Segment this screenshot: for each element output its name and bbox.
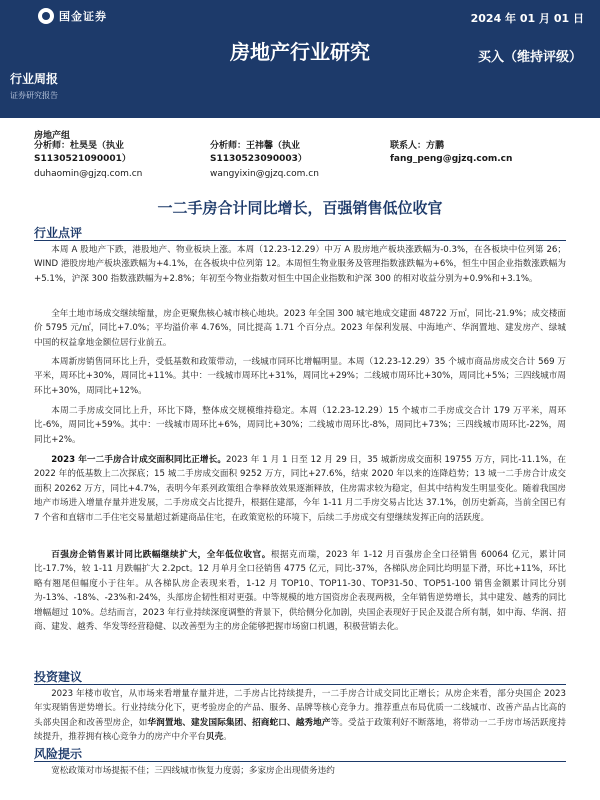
section-title-invest: 投资建议 <box>34 670 83 684</box>
paragraph-land: 全年土地市场成交继续缩量，房企更聚焦核心城市核心地块。2023 年全国 300 城宅地成交建面 48722 万㎡，同比-21.9%；成交楼面价 5795 元/㎡，同比+7.0%；平均溢价率 4.76%，同比提高 1.71 个百分点。2023 年保利发展、中海地产、华润置地、建发房产、绿城中国的权益拿地金额位居行业前五。 <box>34 309 566 348</box>
paragraph-body: 根据克而瑞，2023 年 1-12 月百强房企全口径销售 60064 亿元，累计同比-17.7%，较 1-11 月跌幅扩大 2.2pct。12 月单月全口径销售 4775 亿元，同比-37%，各梯队房企同比均明显下滑，环比+11%，环比略有翘尾但幅度小于往年。从各梯队房企表现来看，1-12 月 TOP10、TOP11-30、TOP31-50、TOP51-100 销售金额累计同比分别为-13%、-18%、-23%和-24%，头部房企韧性相对更强。中等规模的地方国资房企表现两极，全年销售逆势增长，其中建发、越秀的同比增幅超过 10%。总结而言，2023 年行业持续深度调整的背景下，供给侧分化加剧，央国企表现好于民企及混合所有制，如中海、华润、招商、建发、越秀、华发等经营稳健、以改善型为主的房企能够把握市场窗口机遇，积极营销去化。 <box>34 550 566 633</box>
paragraph-body: 2023 年 1 月 1 日至 12 月 29 日，35 城新房成交面积 19755 万方，同比-11.1%，在 2022 年的低基数上二次探底；15 城二手房成交面积 9252 万方，同比+27.6%，结束 2020 年以来的连降趋势；13 城一二手房合计成交面积 20262 万方，同比+4.7%，表明今年系列政策组合拳释放效果逐渐释放，住房需求较为稳定，但其中结构发生明显变化。随着我国房地产市场进入增量存量并进发展，二手房成交占比提升，根据住建部，今年 1-11 月二手房交易占比达 37.1%，创历史新高，当前全国已有 7 个省和直辖市二手住宅交易量超过新建商品住宅，在政策宽松的环境下，后续二手房成交有望继续发挥正向的活跃度。 <box>34 455 566 523</box>
logo-text: 国金证券 <box>59 10 107 23</box>
paragraph-second-hand: 本周二手房成交同比上升，环比下降，整体成交规模维持稳定。本周（12.23-12.29）15 个城市二手房成交合计 179 万平米，周环比-6%，周同比+59%。其中：一线城市周环比+6%，周同比+30%；二线城市周环比-8%，周同比+73%；三四线城市周环比-22%，周同比+2%。 <box>34 406 566 445</box>
report-headline: 一二手房合计同比增长，百强销售低位收官 <box>157 199 443 217</box>
report-header <box>0 0 600 118</box>
rating-badge: 买入（维持评级） <box>477 50 582 65</box>
paragraph-market: 本周 A 股地产下跌，港股地产、物业板块上涨。本周（12.23-12.29）中万 A 股房地产板块涨跌幅为-0.3%，在各板块中位列第 26；WIND 港股房地产板块涨跌幅为+4.1%，在各板块中位列第 12。本周恒生物业服务及管理指数涨跌幅为+6%，恒生中国企业指数涨跌幅为+5.1%，沪深 300 指数涨跌幅为+2.8%；年初至今物业指数对恒生中国企业指数和沪深 300 的相对收益分别为+0.9%和+3.1%。 <box>34 245 566 284</box>
section-divider <box>34 761 566 762</box>
paragraph-new-homes: 本周新房销售同环比上升，受低基数和政策带动，一线城市同环比增幅明显。本周（12.23-12.29）35 个城市商品房成交合计 569 万平米，周环比+30%，周同比+11%。其中：一线城市周环比+31%，周同比+29%；二线城市周环比+30%，周同比+5%；三四线城市周环比+30%，周同比+12%。 <box>34 357 566 396</box>
section-title-review: 行业点评 <box>34 226 83 240</box>
report-type: 行业周报 <box>10 72 59 86</box>
analyst-cert: S1130521090001） <box>34 154 131 164</box>
paragraph-invest <box>34 687 566 745</box>
contact-name: 联系人：方鹏 <box>390 141 445 151</box>
analyst-cert: S1130523090003） <box>210 154 307 164</box>
analyst-group: 房地产组 <box>34 131 71 141</box>
recommended-platform: 贝壳 <box>205 732 224 743</box>
paragraph-body: 等。受益于政策利好不断落地，将带动一二手房市场活跃度持续提升，推荐拥有核心竞争力的房产中介平台 <box>34 717 566 743</box>
paragraph-lead: 2023 年一二手房合计成交面积同比正增长。 <box>51 455 227 465</box>
broker-logo <box>38 8 107 24</box>
analyst-block-1 <box>34 140 142 181</box>
section-divider <box>34 240 566 241</box>
analyst-email[interactable]: duhaomin@gjzq.com.cn <box>34 169 143 179</box>
report-date: 2024 年 01 月 01 日 <box>470 12 584 25</box>
contact-email[interactable]: fang_peng@gjzq.com.cn <box>390 154 513 164</box>
paragraph-lead: 百强房企销售累计同比跌幅继续扩大，全年低位收官。 <box>51 550 271 560</box>
recommended-stocks: 华润置地、建发国际集团、招商蛇口、越秀地产 <box>147 717 331 728</box>
report-subtype: 证券研究报告 <box>10 91 58 100</box>
paragraph-end: 。 <box>223 732 232 743</box>
section-divider <box>34 684 566 685</box>
report-title: 房地产行业研究 <box>230 40 370 64</box>
paragraph-body: 2023 年楼市收官，从市场来看增量存量并进，二手房占比持续提升，一二手房合计成交同比正增长；从房企来看，部分央国企 2023 年实现销售逆势增长。行业持续分化下，更考验房企的产品、服务、品牌等核心竞争力。推荐重点布局优质一二线城市、改善产品占比高的头部央国企和改善型房企，如 <box>34 689 566 728</box>
section-title-risk: 风险提示 <box>34 747 83 761</box>
paragraph-top100 <box>34 548 566 634</box>
analyst-email[interactable]: wangyixin@gjzq.com.cn <box>210 169 319 179</box>
logo-circle-icon <box>38 8 54 24</box>
paragraph-risk: 宽松政策对市场提振不佳；三四线城市恢复力度弱；多家房企出现债务违约 <box>51 766 335 776</box>
analyst-block-2 <box>210 140 319 181</box>
analyst-name: 分析师：王祎馨（执业 <box>210 141 301 151</box>
contact-block <box>390 140 512 166</box>
paragraph-annual <box>34 453 566 525</box>
analyst-name: 分析师：杜昊旻（执业 <box>34 141 125 151</box>
